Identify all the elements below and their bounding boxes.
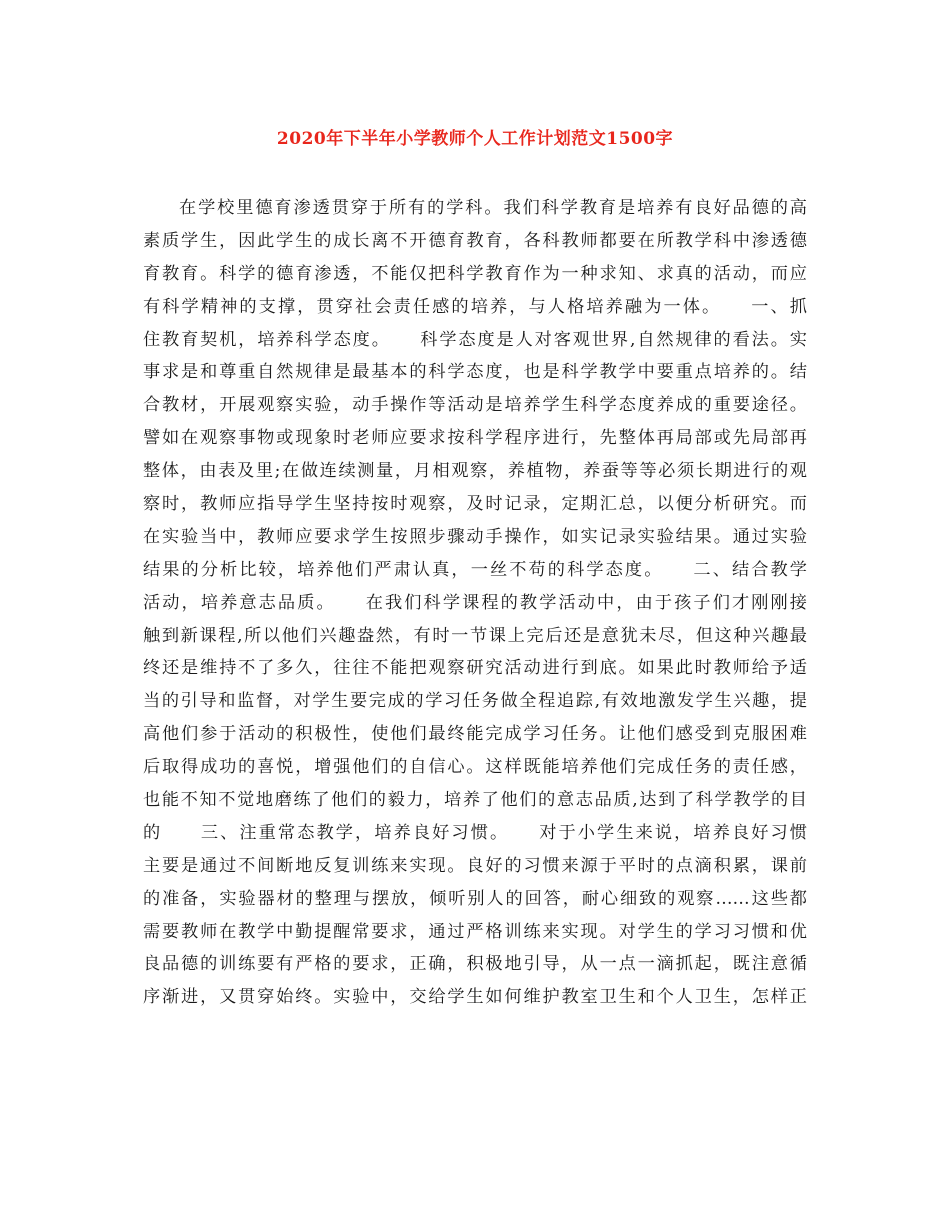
paragraph-line: 事求是和尊重自然规律是最基本的科学态度，也是科学教学中要重点培养的。结 — [143, 362, 807, 383]
paragraph-line: 合教材，开展观察实验，动手操作等活动是培养学生科学态度养成的重要途径。 — [143, 395, 807, 416]
paragraph-line: 也能不知不觉地磨练了他们的毅力，培养了他们的意志品质,达到了科学教学的目 — [143, 790, 807, 811]
paragraph-line: 活动，培养意志品质。 在我们科学课程的教学活动中，由于孩子们才刚刚接 — [143, 592, 807, 613]
paragraph-line: 育教育。科学的德育渗透，不能仅把科学教育作为一种求知、求真的活动，而应 — [143, 263, 807, 284]
paragraph-line: 当的引导和监督，对学生要完成的学习任务做全程追踪,有效地激发学生兴趣，提 — [143, 691, 807, 712]
paragraph-line: 触到新课程,所以他们兴趣盎然，有时一节课上完后还是意犹未尽，但这种兴趣最 — [143, 625, 807, 646]
paragraph-line: 的 三、注重常态教学，培养良好习惯。 对于小学生来说，培养良好习惯 — [143, 822, 807, 843]
paragraph-line: 高他们参于活动的积极性，使他们最终能完成学习任务。让他们感受到克服困难 — [143, 724, 807, 745]
paragraph-line: 终还是维持不了多久，往往不能把观察研究活动进行到底。如果此时教师给予适 — [143, 658, 807, 679]
paragraph-line: 需要教师在教学中勤提醒常要求，通过严格训练来实现。对学生的学习习惯和优 — [143, 921, 807, 942]
paragraph-line: 有科学精神的支撑，贯穿社会责任感的培养，与人格培养融为一体。 一、抓 — [143, 296, 807, 317]
paragraph-line: 素质学生，因此学生的成长离不开德育教育，各科教师都要在所教学科中渗透德 — [143, 230, 807, 251]
paragraph-line: 良品德的训练要有严格的要求，正确，积极地引导，从一点一滴抓起，既注意循 — [143, 954, 807, 975]
paragraph-line: 住教育契机，培养科学态度。 科学态度是人对客观世界,自然规律的看法。实 — [143, 329, 807, 350]
document-body — [143, 192, 807, 1014]
paragraph-line: 譬如在观察事物或现象时老师应要求按科学程序进行，先整体再局部或先局部再 — [143, 428, 807, 449]
document-title: 2020年下半年小学教师个人工作计划范文1500字 — [276, 129, 674, 149]
paragraph-line: 序渐进，又贯穿始终。实验中，交给学生如何维护教室卫生和个人卫生，怎样正 — [143, 987, 807, 1008]
paragraph-line: 结果的分析比较，培养他们严肃认真，一丝不苟的科学态度。 二、结合教学 — [143, 559, 807, 580]
paragraph-line: 的准备，实验器材的整理与摆放，倾听别人的回答，耐心细致的观察……这些都 — [143, 888, 807, 909]
paragraph-line: 在实验当中，教师应要求学生按照步骤动手操作，如实记录实验结果。通过实验 — [143, 526, 807, 547]
paragraph-line: 察时，教师应指导学生坚持按时观察，及时记录，定期汇总，以便分析研究。而 — [143, 494, 807, 515]
paragraph-line: 在学校里德育渗透贯穿于所有的学科。我们科学教育是培养有良好品德的高 — [179, 198, 807, 218]
paragraph-line: 后取得成功的喜悦，增强他们的自信心。这样既能培养他们完成任务的责任感， — [143, 757, 807, 778]
paragraph-line: 整体，由表及里;在做连续测量，月相观察，养植物，养蚕等等必须长期进行的观 — [143, 461, 807, 482]
paragraph-line: 主要是通过不间断地反复训练来实现。良好的习惯来源于平时的点滴积累，课前 — [143, 855, 807, 876]
